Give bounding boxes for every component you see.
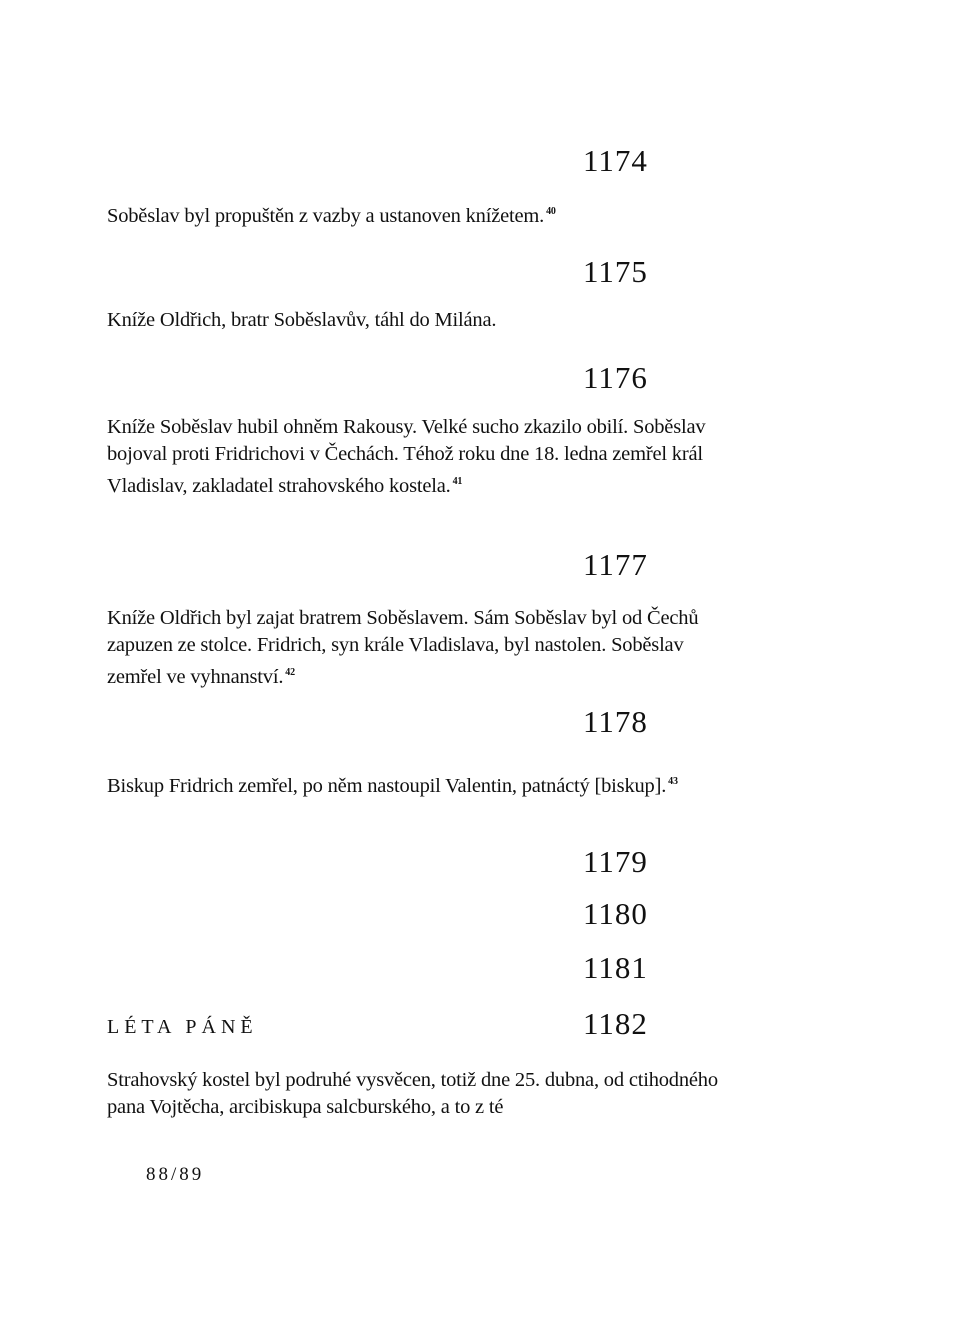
year-heading: 1175 xyxy=(583,254,648,289)
year-heading: 1179 xyxy=(583,844,648,879)
entry-text: Kníže Oldřich, bratr Soběslavův, táhl do Milána. xyxy=(107,309,497,331)
footnote-ref[interactable]: 41 xyxy=(452,476,463,487)
page-number: 88/89 xyxy=(146,1164,205,1185)
annal-entry xyxy=(107,605,727,691)
year-heading: 1178 xyxy=(583,704,648,739)
annal-entry xyxy=(107,198,727,230)
footnote-ref[interactable]: 42 xyxy=(285,667,295,678)
entry-text: Soběslav byl propuštěn z vazby a ustanoven knížetem. xyxy=(107,204,545,227)
year-heading: 1176 xyxy=(583,360,648,395)
footnote-ref[interactable]: 43 xyxy=(668,776,678,787)
footnote-ref[interactable]: 40 xyxy=(546,206,556,217)
annal-entry xyxy=(107,414,727,500)
year-heading: 1182 xyxy=(583,1006,648,1041)
entry-text: Kníže Soběslav hubil ohněm Rakousy. Velké sucho zkazilo obilí. Soběslav bojoval proti Fridrichovi v Čechách. Téhož roku dne 18. ledna zemřel král Vladislav, zakladatel strahovského kostela. xyxy=(107,416,706,497)
annal-entry xyxy=(107,307,727,334)
entry-text: Biskup Fridrich zemřel, po něm nastoupil Valentin, patnáctý [biskup]. xyxy=(107,774,667,797)
year-heading: 1177 xyxy=(583,547,648,582)
entry-text: Strahovský kostel byl podruhé vysvěcen, totiž dne 25. dubna, od ctihodného pana Vojtěcha, arcibiskupa salcburského, a to z té xyxy=(107,1069,718,1118)
entry-text: Kníže Oldřich byl zajat bratrem Soběslavem. Sám Soběslav byl od Čechů zapuzen ze stolce. Fridrich, syn krále Vladislava, byl nastolen. Soběslav zemřel ve vyhnanství. xyxy=(107,607,699,688)
annal-entry xyxy=(107,768,727,800)
year-heading: 1181 xyxy=(583,950,648,985)
year-heading: 1180 xyxy=(583,896,648,931)
year-heading: 1174 xyxy=(583,143,648,178)
running-header: LÉTA PÁNĚ xyxy=(107,1016,258,1038)
annal-entry xyxy=(107,1067,727,1121)
